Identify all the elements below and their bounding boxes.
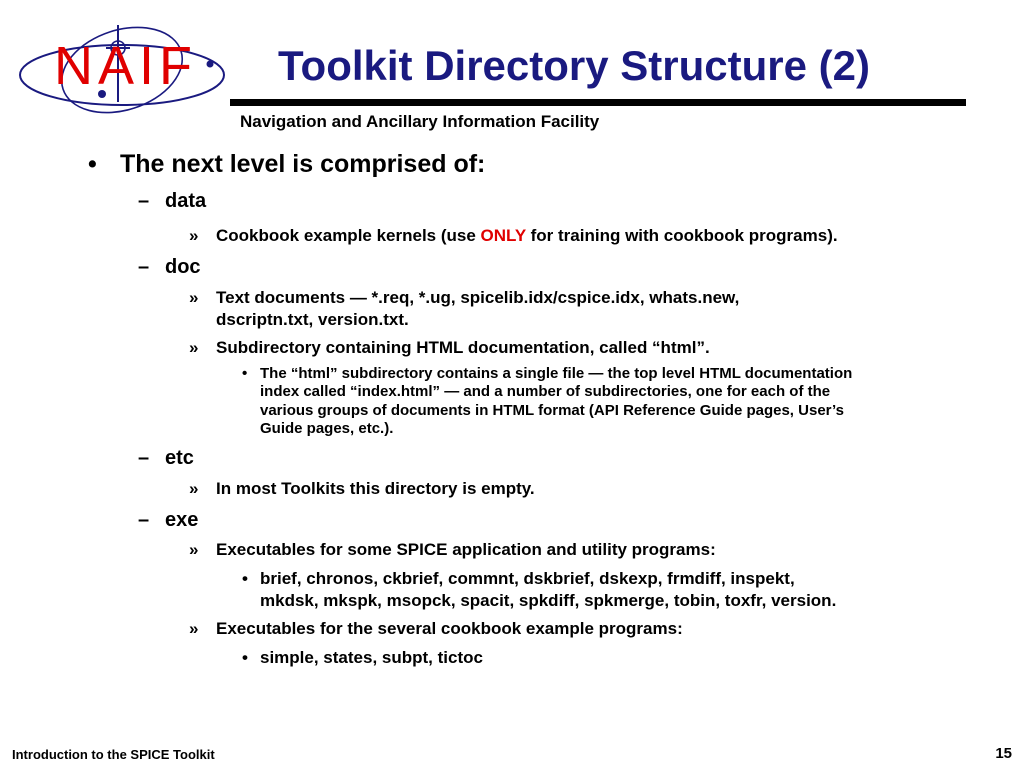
- doc-item-1-line-2: dscriptn.txt, version.txt.: [216, 310, 409, 329]
- doc-heading: doc: [165, 256, 201, 278]
- doc-sub-1-line-3: various groups of documents in HTML format (API Reference Guide pages, User’s: [260, 402, 845, 419]
- bullet-dash-icon: –: [138, 509, 150, 531]
- exe-sub-2: simple, states, subpt, tictoc: [260, 648, 483, 667]
- data-heading: data: [165, 190, 207, 212]
- etc-item-1: In most Toolkits this directory is empty.: [216, 479, 535, 498]
- bullet-dash-icon: –: [138, 190, 150, 212]
- title-divider: [230, 99, 966, 106]
- naif-logo: [14, 22, 230, 114]
- logo-text: NAIF: [54, 36, 198, 96]
- etc-heading: etc: [165, 447, 194, 469]
- intro-text: The next level is comprised of:: [120, 150, 486, 178]
- exe-heading: exe: [165, 509, 199, 531]
- bullet-dot-icon: •: [88, 150, 97, 178]
- page-number: 15: [995, 745, 1012, 762]
- bullet-guillemet-icon: »: [189, 226, 199, 245]
- bullet-dot-icon: •: [242, 569, 248, 588]
- footer-title: Introduction to the SPICE Toolkit: [12, 747, 215, 762]
- doc-sub-1-line-1: The “html” subdirectory contains a single file — the top level HTML documentation: [260, 365, 853, 382]
- bullet-dot-icon: •: [242, 648, 248, 667]
- bullet-dash-icon: –: [138, 447, 150, 469]
- bullet-dot-icon: •: [242, 365, 248, 382]
- bullet-guillemet-icon: »: [189, 540, 199, 559]
- only-emphasis: ONLY: [480, 226, 526, 245]
- page-title: Toolkit Directory Structure (2): [278, 42, 870, 89]
- doc-sub-1-line-2: index called “index.html” — and a number of subdirectories, one for each of the: [260, 383, 831, 400]
- exe-item-1: Executables for some SPICE application and utility programs:: [216, 540, 716, 559]
- exe-sub-1-line-2: mkdsk, mkspk, msopck, spacit, spkdiff, spkmerge, tobin, toxfr, version.: [260, 591, 837, 610]
- doc-sub-1-line-4: Guide pages, etc.).: [260, 420, 394, 437]
- page-subtitle: Navigation and Ancillary Information Facility: [240, 112, 600, 131]
- doc-item-1-line-1: Text documents — *.req, *.ug, spicelib.idx/cspice.idx, whats.new,: [216, 288, 740, 307]
- exe-item-2: Executables for the several cookbook example programs:: [216, 619, 683, 638]
- data-item-1: Cookbook example kernels (use ONLY for training with cookbook programs).: [216, 226, 838, 245]
- bullet-guillemet-icon: »: [189, 288, 199, 307]
- bullet-guillemet-icon: »: [189, 338, 199, 357]
- doc-item-2: Subdirectory containing HTML documentation, called “html”.: [216, 338, 710, 357]
- bullet-dash-icon: –: [138, 256, 150, 278]
- bullet-guillemet-icon: »: [189, 479, 199, 498]
- bullet-guillemet-icon: »: [189, 619, 199, 638]
- exe-sub-1-line-1: brief, chronos, ckbrief, commnt, dskbrief, dskexp, frmdiff, inspekt,: [260, 569, 795, 588]
